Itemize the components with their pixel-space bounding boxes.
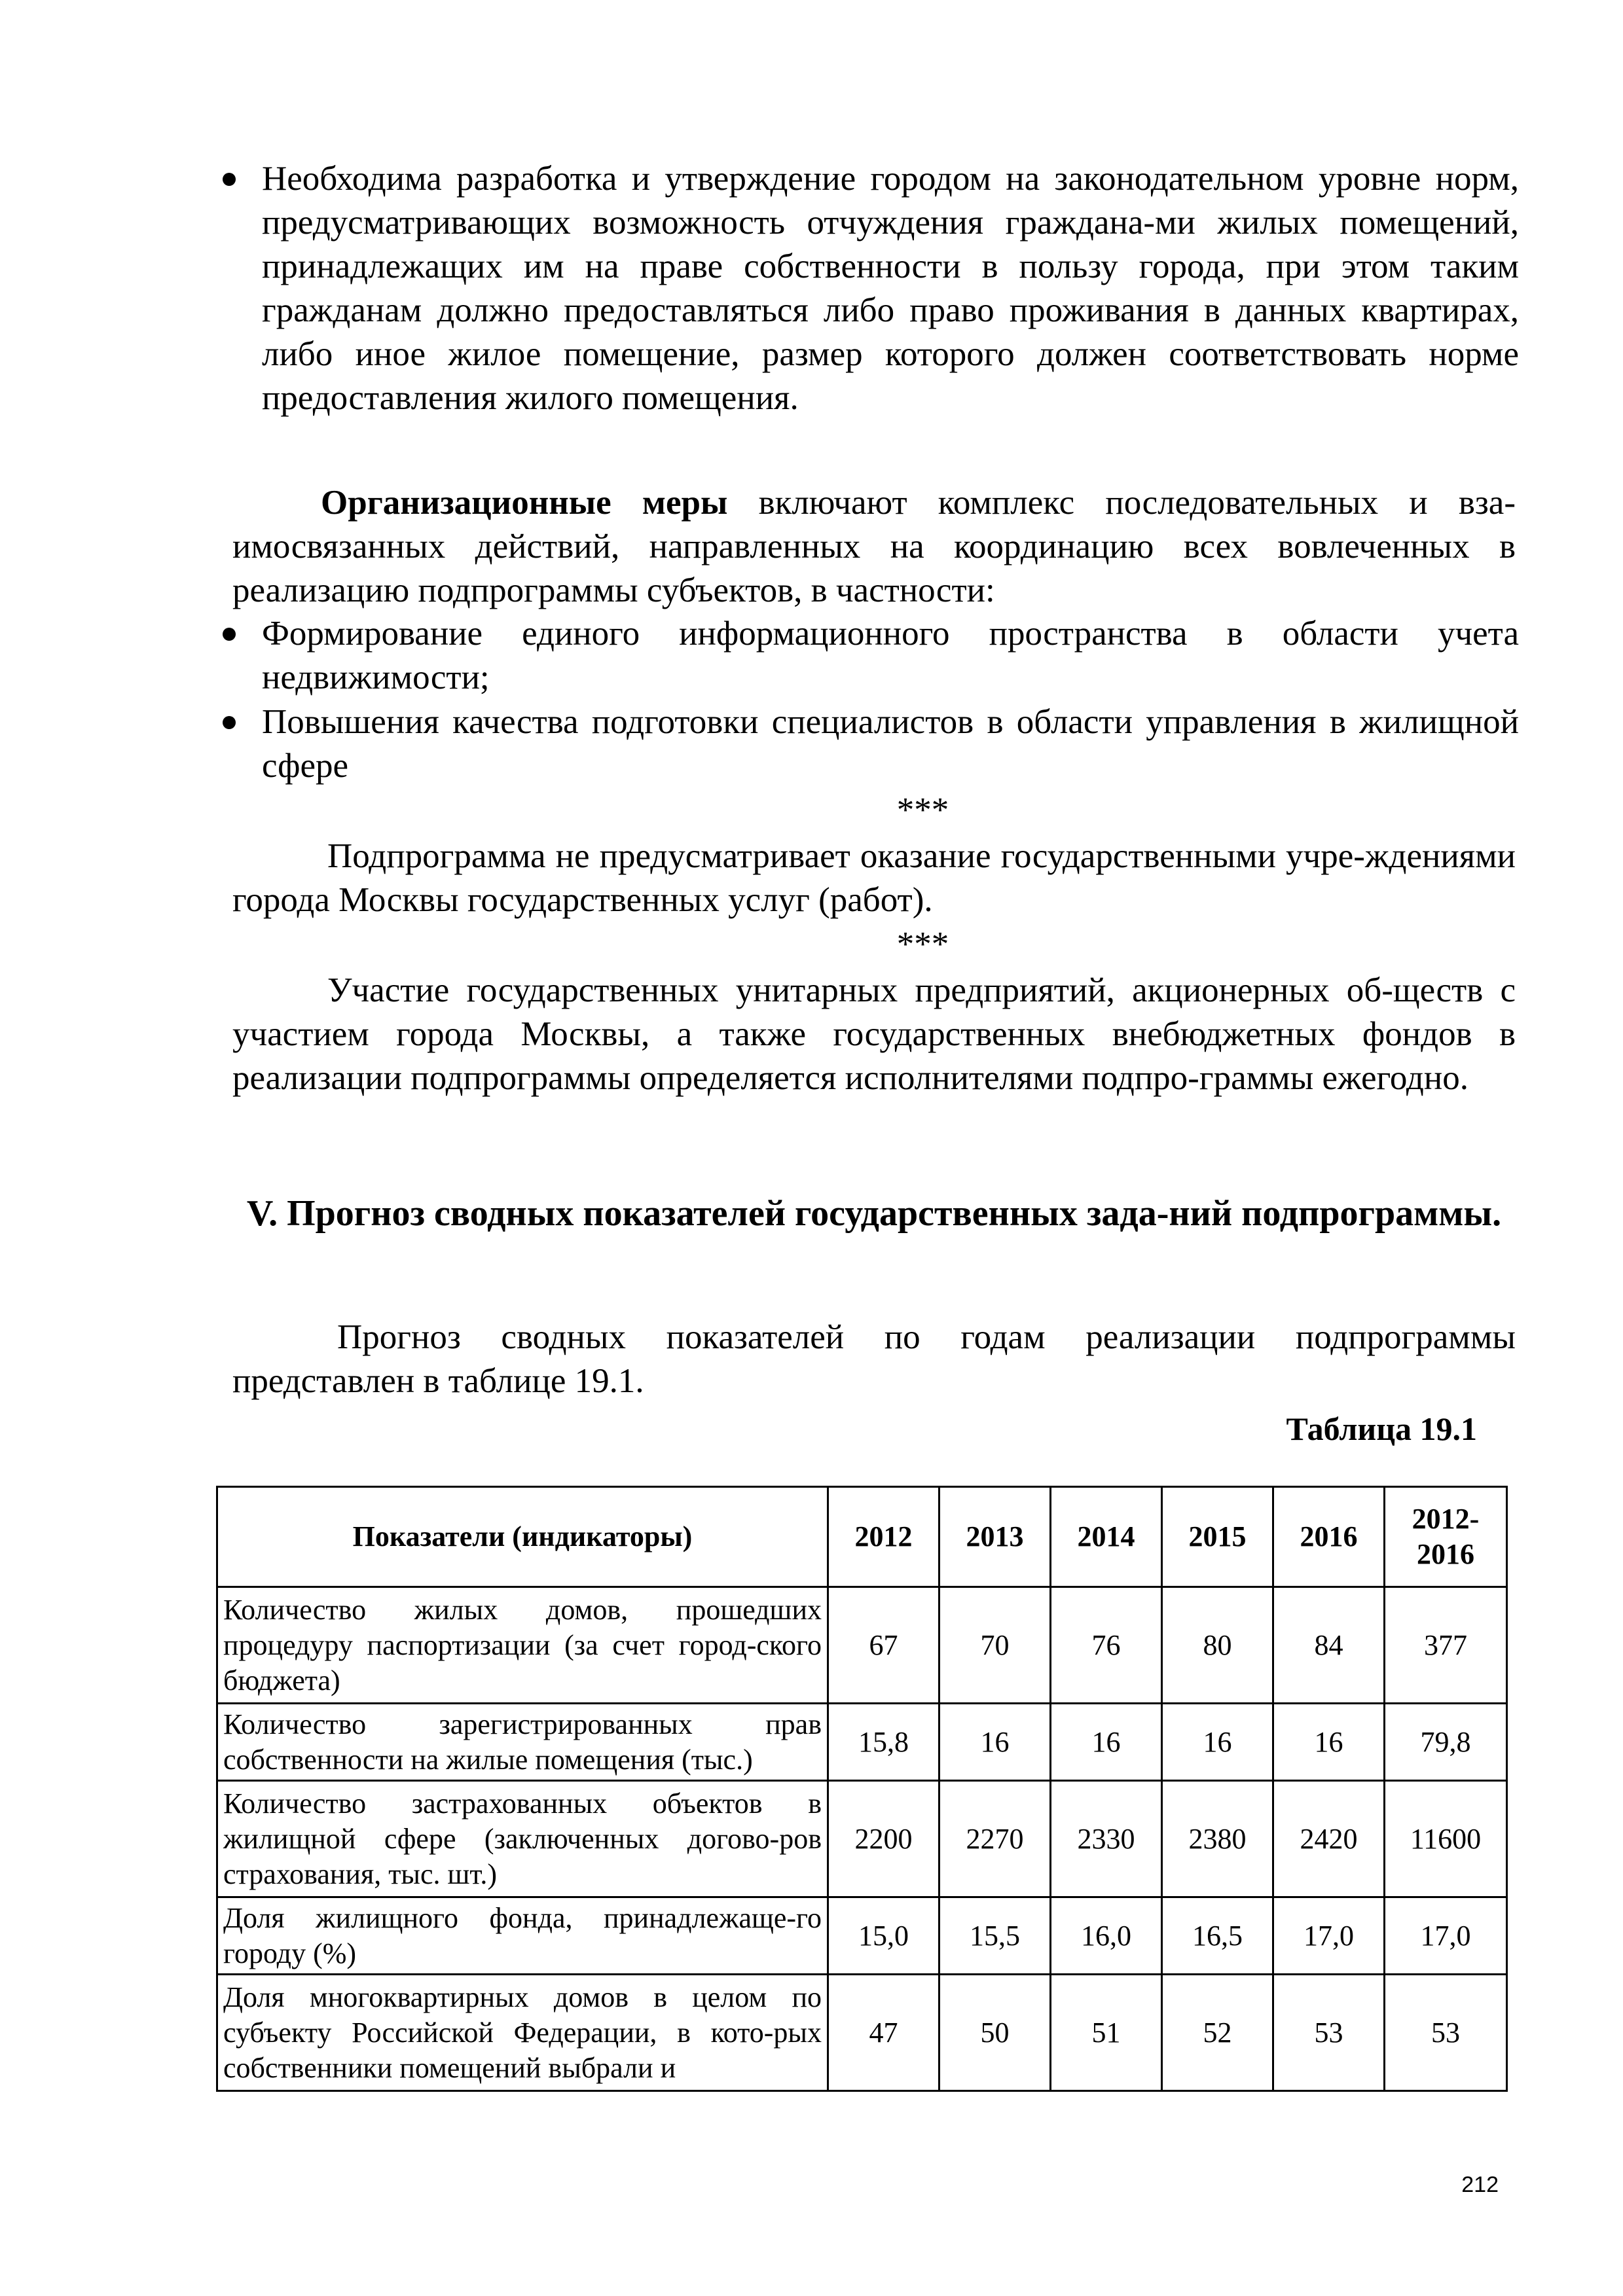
value-cell: 2270: [939, 1781, 1051, 1897]
header-year: 2014: [1051, 1487, 1162, 1587]
table-row: [217, 1781, 1507, 1897]
org-measures-text: включают комплекс последовательных и вза-имосвязанных действий, направленных на координацию всех вовлеченных в реализацию подпрограммы субъектов, в частности:: [232, 484, 1516, 609]
header-year: 2015: [1162, 1487, 1273, 1587]
value-cell: 70: [939, 1587, 1051, 1704]
paragraph-participation: Участие государственных унитарных предприятий, акционерных об-ществ с участием города Москвы, а также государственных внебюджетных фондов в реализации подпрограммы определяется исполнителями подпро-граммы ежегодно.: [232, 971, 1516, 1097]
value-cell: 67: [828, 1587, 939, 1704]
value-cell: 16,5: [1162, 1897, 1273, 1975]
value-cell: 16: [1162, 1704, 1273, 1781]
bullet-text: Повышения качества подготовки специалистов в области управления в жилищной сфере: [262, 703, 1519, 785]
bullet-item: [262, 157, 1519, 420]
table-row: [217, 1704, 1507, 1781]
indicator-cell: Количество зарегистрированных прав собственности на жилые помещения (тыс.): [217, 1704, 828, 1781]
paragraph-forecast: Прогноз сводных показателей по годам реализации подпрограммы представлен в таблице 19.1.: [232, 1318, 1516, 1400]
bullet-item: [262, 612, 1519, 700]
table-row: [217, 1975, 1507, 2091]
table-row: [217, 1587, 1507, 1704]
bullet-dot-icon: [223, 628, 236, 641]
value-cell: 52: [1162, 1975, 1273, 2091]
indicator-cell: Количество жилых домов, прошедших процедуру паспортизации (за счет город-ского бюджета): [217, 1587, 828, 1704]
value-cell: 80: [1162, 1587, 1273, 1704]
bullet-dot-icon: [223, 716, 236, 729]
value-cell: 2380: [1162, 1781, 1273, 1897]
value-cell: 377: [1385, 1587, 1507, 1704]
header-indicators: Показатели (индикаторы): [217, 1487, 828, 1587]
value-cell: 84: [1273, 1587, 1385, 1704]
paragraph-services: Подпрограмма не предусматривает оказание государственными учре-ждениями города Москвы государственных услуг (работ).: [232, 837, 1516, 919]
bullet-text: Необходима разработка и утверждение городом на законодательном уровне норм, предусматривающих возможность отчуждения граждана-ми жилых помещений, принадлежащих им на праве собственности в пользу города, при этом таким гражданам должно предоставляться либо право проживания в данных квартирах, либо иное жилое помещение, размер которого должен соответствовать норме предоставления жилого помещения.: [262, 160, 1519, 417]
indicators-table: [216, 1486, 1508, 2092]
separator-stars: ***: [896, 791, 949, 829]
bullet-dot-icon: [223, 173, 236, 186]
value-cell: 16: [1273, 1704, 1385, 1781]
header-year: 2013: [939, 1487, 1051, 1587]
value-cell: 16: [1051, 1704, 1162, 1781]
value-cell: 2200: [828, 1781, 939, 1897]
section-heading: V. Прогноз сводных показателей государственных зада-ний подпрограммы.: [246, 1193, 1502, 1234]
table-header-row: [217, 1487, 1507, 1587]
indicator-cell: Количество застрахованных объектов в жилищной сфере (заключенных догово-ров страхования, тыс. шт.): [217, 1781, 828, 1897]
value-cell: 76: [1051, 1587, 1162, 1704]
bullet-item: [262, 700, 1519, 788]
separator-stars: ***: [896, 925, 949, 963]
value-cell: 15,5: [939, 1897, 1051, 1975]
value-cell: 16,0: [1051, 1897, 1162, 1975]
value-cell: 50: [939, 1975, 1051, 2091]
value-cell: 51: [1051, 1975, 1162, 2091]
indicator-cell: Доля многоквартирных домов в целом по субъекту Российской Федерации, в кото-рых собственники помещений выбрали и: [217, 1975, 828, 2091]
value-cell: 15,0: [828, 1897, 939, 1975]
header-year: 2012: [828, 1487, 939, 1587]
value-cell: 47: [828, 1975, 939, 2091]
value-cell: 16: [939, 1704, 1051, 1781]
table-row: [217, 1897, 1507, 1975]
value-cell: 11600: [1385, 1781, 1507, 1897]
page-number: 212: [1461, 2172, 1499, 2197]
value-cell: 79,8: [1385, 1704, 1507, 1781]
table-caption: Таблица 19.1: [1286, 1410, 1477, 1447]
value-cell: 53: [1273, 1975, 1385, 2091]
value-cell: 2420: [1273, 1781, 1385, 1897]
bullet-text: Формирование единого информационного пространства в области учета недвижимости;: [262, 615, 1519, 696]
header-total: 2012-2016: [1385, 1487, 1507, 1587]
value-cell: 15,8: [828, 1704, 939, 1781]
paragraph-org-measures: [232, 481, 1516, 613]
value-cell: 17,0: [1273, 1897, 1385, 1975]
indicator-cell: Доля жилищного фонда, принадлежаще-го городу (%): [217, 1897, 828, 1975]
header-year: 2016: [1273, 1487, 1385, 1587]
value-cell: 17,0: [1385, 1897, 1507, 1975]
value-cell: 2330: [1051, 1781, 1162, 1897]
value-cell: 53: [1385, 1975, 1507, 2091]
org-measures-bold: Организационные меры: [321, 484, 728, 522]
